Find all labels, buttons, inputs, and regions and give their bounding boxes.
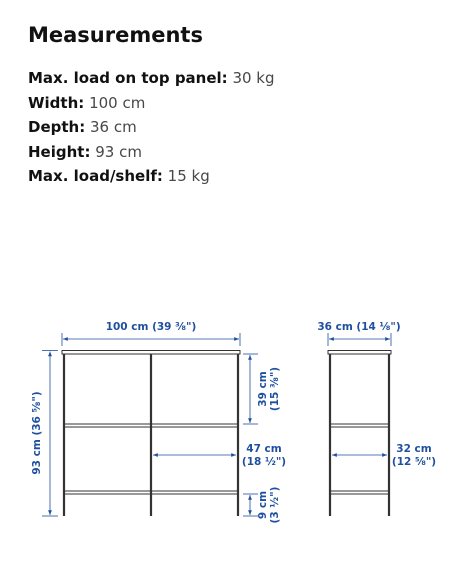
side-dimensions	[328, 333, 391, 455]
spec-label: Height:	[28, 142, 91, 161]
spec-label: Max. load/shelf:	[28, 167, 163, 185]
page-title: Measurements	[28, 23, 203, 47]
inner-depth-label-in: (12 ⅝")	[391, 456, 437, 468]
side-view-shelf	[328, 351, 391, 517]
spec-value: 93 cm	[95, 142, 142, 161]
height-label-cm: 93 cm (36 ⅝")	[31, 391, 43, 475]
spec-value: 30 kg	[232, 69, 275, 87]
front-view-shelf	[62, 351, 240, 517]
front-bottom-shelf-left	[64, 491, 151, 494]
base-height-label-cm: 9 cm	[257, 490, 269, 520]
inner-depth-label-cm: 32 cm	[396, 443, 432, 455]
shelf-height-label-in: (15 ⅜")	[269, 366, 281, 412]
side-shelf	[330, 424, 389, 427]
spec-value: 100 cm	[89, 93, 146, 112]
spec-value: 36 cm	[90, 118, 137, 136]
base-height-label-in: (3 ½")	[269, 486, 281, 524]
spec-label: Width:	[28, 93, 85, 112]
front-bottom-shelf-right	[151, 491, 238, 494]
shelf-height-label-cm: 39 cm	[257, 371, 269, 407]
spec-label: Max. load on top panel:	[28, 69, 228, 87]
spec-value: 15 kg	[167, 167, 210, 185]
inner-width-label-in: (18 ½")	[241, 456, 287, 468]
side-bottom-shelf	[330, 491, 389, 494]
front-top-panel	[62, 351, 240, 355]
width-label: 100 cm (39 ⅜")	[105, 321, 197, 333]
depth-label: 36 cm (14 ⅛")	[317, 321, 401, 333]
inner-width-label-cm: 47 cm	[246, 443, 282, 455]
spec-label: Depth:	[28, 118, 86, 136]
front-shelf-right	[151, 424, 238, 427]
front-shelf-left	[64, 424, 151, 427]
side-top-panel	[328, 351, 391, 355]
